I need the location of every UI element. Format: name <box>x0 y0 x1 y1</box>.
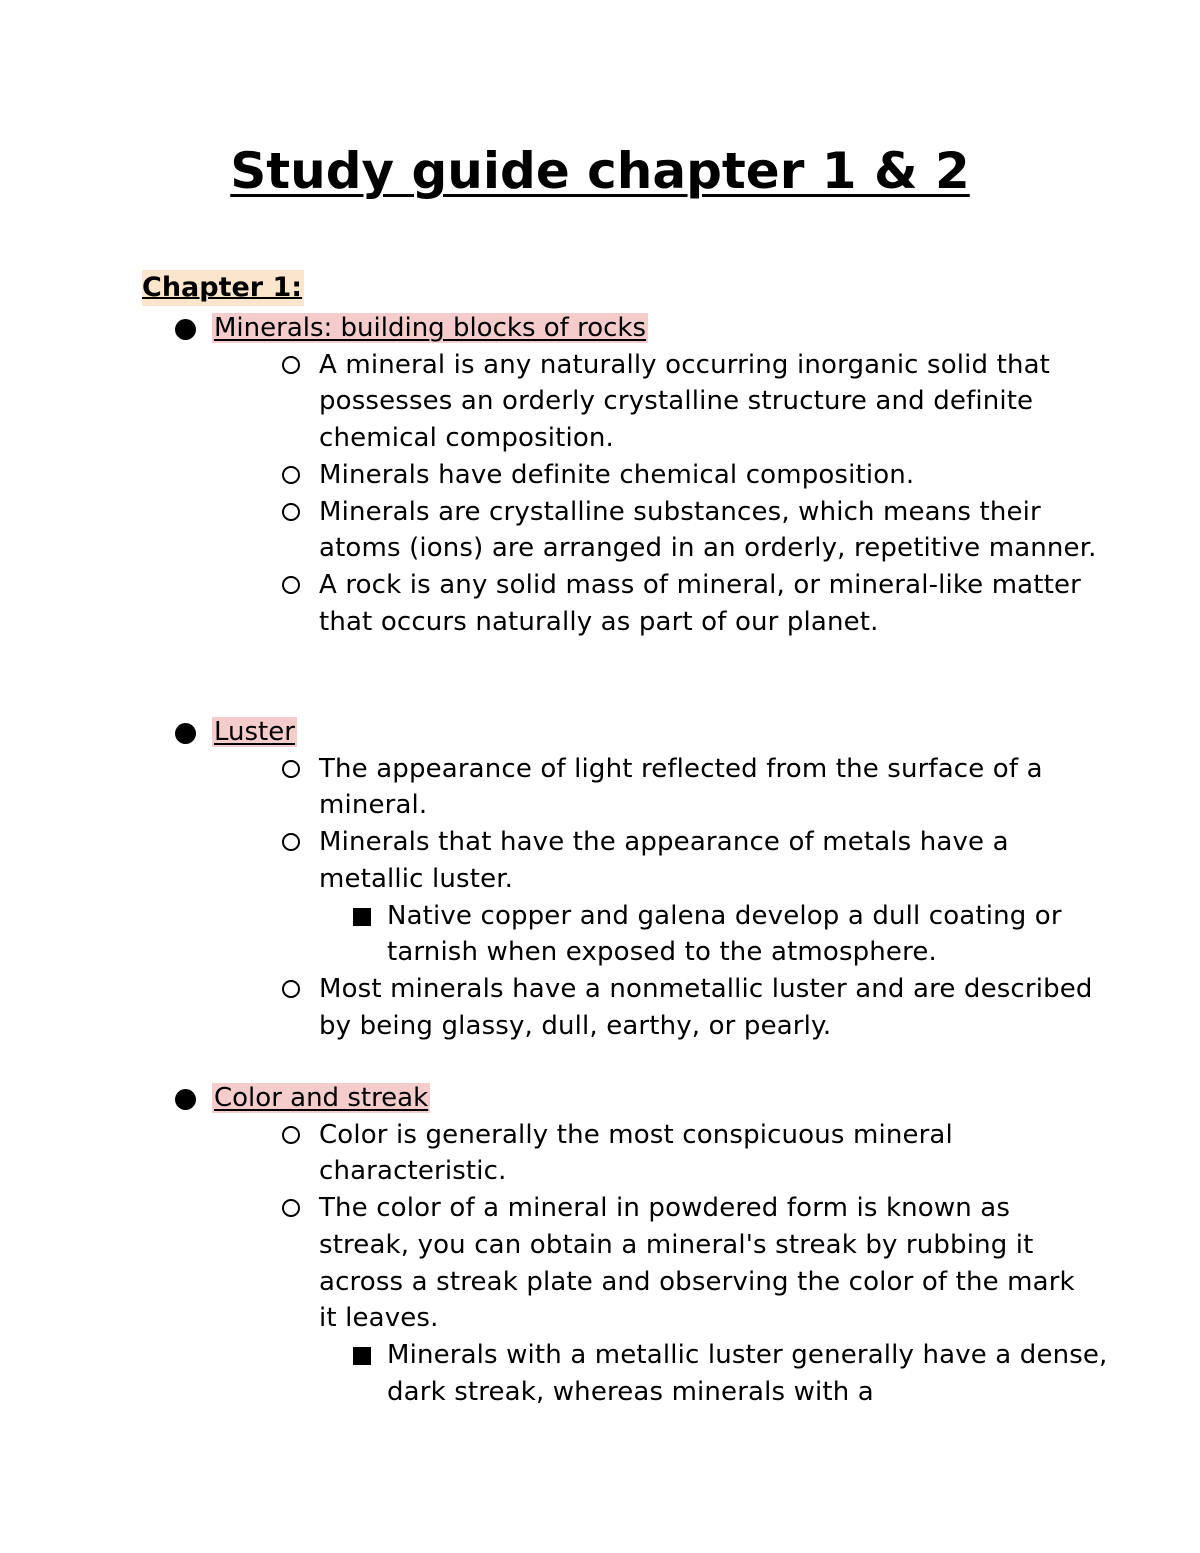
list-item <box>282 1190 1099 1337</box>
section-color-streak <box>175 1080 1108 1410</box>
hollow-circle-bullet-icon <box>282 760 300 778</box>
section-heading: Luster <box>214 717 295 747</box>
sub-list-item <box>353 898 1117 971</box>
hollow-circle-bullet-icon <box>282 1126 300 1144</box>
hollow-circle-bullet-icon <box>282 833 300 851</box>
list-item-text: Color is generally the most conspicuous mineral characteristic. <box>319 1119 953 1187</box>
filled-circle-bullet-icon <box>175 1089 196 1110</box>
hollow-circle-bullet-icon <box>282 980 300 998</box>
list-item-text: Minerals have definite chemical composition. <box>319 459 915 490</box>
list-item-text: Minerals are crystalline substances, which means their atoms (ions) are arranged in an orderly, repetitive manner. <box>319 496 1097 564</box>
hollow-circle-bullet-icon <box>282 503 300 521</box>
list-item <box>282 824 1099 897</box>
list-item <box>282 971 1099 1044</box>
section-minerals <box>175 310 1097 640</box>
sub-list-item-text: Minerals with a metallic luster generally have a dense, dark streak, whereas minerals with a <box>387 1339 1108 1407</box>
list-item <box>282 457 1099 494</box>
filled-circle-bullet-icon <box>175 319 196 340</box>
list-item-text: Minerals that have the appearance of metals have a metallic luster. <box>319 827 1009 894</box>
hollow-circle-bullet-icon <box>282 466 300 484</box>
list-item-text: A rock is any solid mass of mineral, or mineral-like matter that occurs naturally as part of our planet. <box>319 569 1081 637</box>
list-item <box>282 1117 1099 1190</box>
list-item-text: The color of a mineral in powdered form is known as streak, you can obtain a mineral's streak by rubbing it across a streak plate and observing the color of the mark it leaves. <box>319 1193 1075 1334</box>
page-title: Study guide chapter 1 & 2 <box>230 142 970 200</box>
section-heading: Minerals: building blocks of rocks <box>214 313 646 343</box>
hollow-circle-bullet-icon <box>282 1199 300 1217</box>
list-item-text: A mineral is any naturally occurring inorganic solid that possesses an orderly crystalline structure and definite chemical composition. <box>319 349 1051 454</box>
section-heading-item <box>175 714 1075 751</box>
section-heading-item <box>175 1080 1075 1117</box>
hollow-circle-bullet-icon <box>282 576 300 594</box>
section-heading-item <box>175 310 1075 347</box>
square-bullet-icon <box>353 908 371 926</box>
sub-list-item-text: Native copper and galena develop a dull coating or tarnish when exposed to the atmosphere. <box>387 900 1062 968</box>
list-item <box>282 751 1099 824</box>
chapter-heading: Chapter 1: <box>142 270 304 306</box>
list-item <box>282 347 1099 457</box>
list-item <box>282 567 1099 640</box>
hollow-circle-bullet-icon <box>282 356 300 374</box>
section-heading: Color and streak <box>214 1083 429 1113</box>
list-item-text: Most minerals have a nonmetallic luster and are described by being glassy, dull, earthy, or pearly. <box>319 973 1093 1041</box>
list-item <box>282 494 1099 567</box>
square-bullet-icon <box>353 1347 371 1365</box>
filled-circle-bullet-icon <box>175 723 196 744</box>
list-item-text: The appearance of light reflected from the surface of a mineral. <box>319 753 1043 821</box>
sub-list-item <box>353 1337 1117 1410</box>
section-luster <box>175 714 1093 1044</box>
